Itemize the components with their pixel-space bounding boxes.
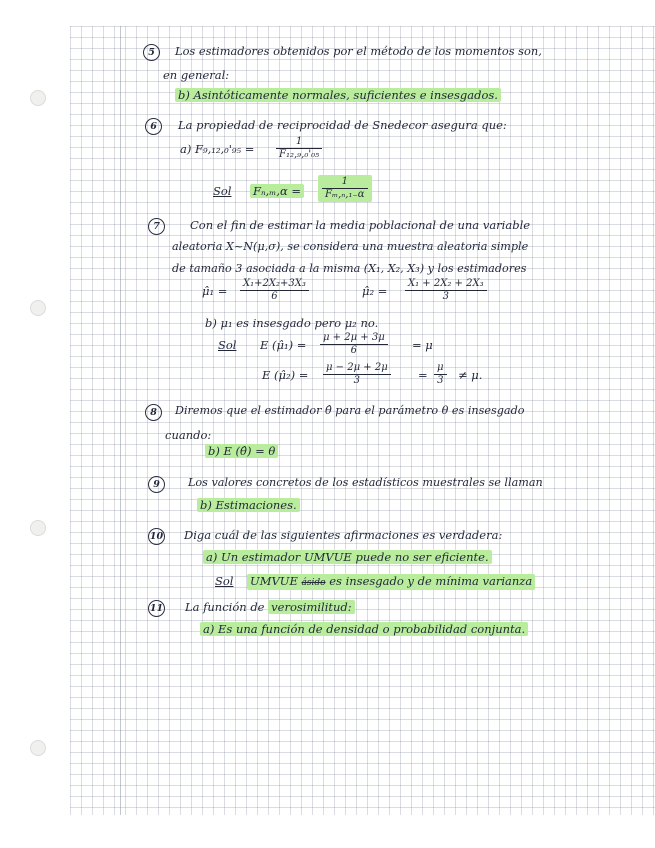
question-11-text-pre: La función de xyxy=(185,600,265,614)
question-6-sol-lhs: Fₙ,ₘ,α = xyxy=(250,184,304,198)
page-top-edge xyxy=(0,0,655,26)
estimator-1-label: μ̂₁ = xyxy=(202,284,228,298)
question-5-number: 5 xyxy=(143,44,160,61)
fraction-denominator: 3 xyxy=(442,291,449,302)
binder-hole xyxy=(30,300,46,316)
binder-hole xyxy=(30,90,46,106)
question-8-answer: b) E (θ̂) = θ xyxy=(205,444,278,458)
question-10-sol-label: Sol xyxy=(215,574,234,588)
question-11-text xyxy=(185,600,355,614)
question-7-number: 7 xyxy=(148,218,165,235)
estimator-2-label: μ̂₂ = xyxy=(362,284,388,298)
expectation-2-fraction-result xyxy=(434,362,447,387)
question-11-keyword: verosimilitud: xyxy=(268,600,355,614)
page-left-margin xyxy=(0,0,70,848)
question-11-number: 11 xyxy=(148,600,165,617)
question-9-answer: b) Estimaciones. xyxy=(197,498,300,512)
margin-line xyxy=(120,26,121,815)
expectation-1-fraction xyxy=(320,332,388,357)
question-10-text: Diga cuál de las siguientes afirmaciones es verdadera: xyxy=(184,528,503,542)
fraction-numerator: μ xyxy=(434,362,447,375)
question-10-answer: a) Un estimador UMVUE puede no ser eficiente. xyxy=(203,550,492,564)
estimator-2-fraction xyxy=(405,278,487,303)
fraction-numerator: 1 xyxy=(322,176,368,189)
question-6-sol-fraction xyxy=(318,175,372,202)
question-10-sol xyxy=(247,574,535,590)
estimator-1-fraction xyxy=(240,278,309,303)
question-11-answer: a) Es una función de densidad o probabilidad conjunta. xyxy=(200,622,528,636)
fraction-numerator: X₁+2X₂+3X₃ xyxy=(240,278,309,291)
fraction-denominator: 3 xyxy=(437,375,444,386)
fraction-denominator: 3 xyxy=(353,375,361,386)
question-8-text-cont: cuando: xyxy=(165,428,212,442)
expectation-2-result: ≠ μ. xyxy=(458,368,483,382)
question-9-text: Los valores concretos de los estadísticos muestrales se llaman xyxy=(188,476,543,489)
question-6-option-a: a) F₉,₁₂,₀'₉₅ = xyxy=(180,142,255,156)
binder-hole xyxy=(30,520,46,536)
binder-hole xyxy=(30,740,46,756)
expectation-1-result: = μ xyxy=(412,338,433,352)
question-6-text: La propiedad de reciprocidad de Snedecor asegura que: xyxy=(178,118,507,132)
fraction-denominator: F₁₂,₉,₀'₀₅ xyxy=(279,149,320,160)
question-10-number: 10 xyxy=(148,528,165,545)
question-7-text: Con el fin de estimar la media poblacional de una variable xyxy=(190,218,531,232)
fraction-denominator: 6 xyxy=(350,345,358,356)
question-6-sol-label: Sol xyxy=(213,184,232,198)
question-6-option-a-fraction xyxy=(276,136,322,161)
page-bottom-edge xyxy=(0,815,655,848)
question-8-text: Diremos que el estimador θ̂ para el parámetro θ es insesgado xyxy=(175,404,525,417)
question-8-number: 8 xyxy=(145,404,162,421)
question-5-text: Los estimadores obtenidos por el método de los momentos son, xyxy=(175,44,542,58)
question-7-text-cont: aleatoria X~N(μ,σ), se considera una muestra aleatoria simple xyxy=(172,240,529,253)
expectation-2-label: E (μ̂₂) = xyxy=(262,368,309,382)
question-5-text-cont: en general: xyxy=(163,68,230,82)
expectation-1-label: E (μ̂₁) = xyxy=(260,338,307,352)
fraction-denominator: 6 xyxy=(271,291,278,302)
sol-crossed-out-word: ásido xyxy=(301,578,326,588)
fraction-numerator: X₁ + 2X₂ + 2X₃ xyxy=(405,278,487,291)
sol-explanation: es insesgado y de mínima varianza xyxy=(329,574,533,588)
fraction-numerator: μ − 2μ + 2μ xyxy=(323,362,391,375)
question-5-answer: b) Asintóticamente normales, suficientes e insesgados. xyxy=(175,88,501,102)
sol-umvue: UMVUE xyxy=(250,574,298,588)
question-7-sol-label: Sol xyxy=(218,338,237,352)
expectation-2-fraction xyxy=(323,362,391,387)
question-6-number: 6 xyxy=(145,118,162,135)
fraction-numerator: 1 xyxy=(276,136,322,149)
question-9-number: 9 xyxy=(148,476,165,493)
question-7-text-cont: de tamaño 3 asociada a la misma (X₁, X₂, X₃) y los estimadores xyxy=(172,262,527,275)
expectation-2-equals: = xyxy=(418,368,428,382)
question-7-answer: b) μ₁ es insesgado pero μ₂ no. xyxy=(205,316,379,330)
fraction-numerator: μ + 2μ + 3μ xyxy=(320,332,388,345)
fraction-denominator: Fₘ,ₙ,₁₋α xyxy=(325,189,365,200)
